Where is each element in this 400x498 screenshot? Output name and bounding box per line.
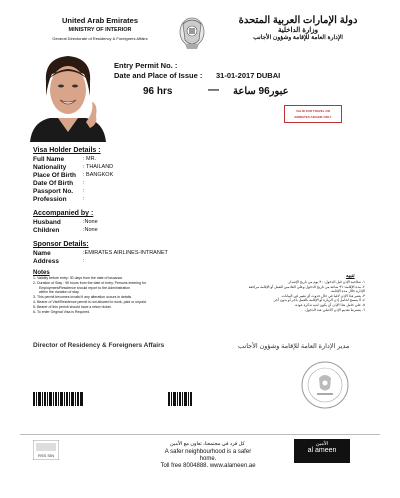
seal-stamp-icon	[300, 360, 350, 410]
field-value: : BANGKOK	[83, 172, 114, 178]
field-label: Nationality	[33, 164, 67, 171]
field-value: : THAILAND	[83, 164, 114, 170]
note-item: 1- Validity before entry: 30 days from the date of issuance.	[33, 276, 124, 280]
duration-ar: عبور96 ساعة	[233, 86, 289, 97]
barcode-icon	[33, 392, 83, 406]
header-arabic	[228, 15, 368, 41]
permit-info	[114, 61, 281, 81]
note-item-ar: ٣- يعتبر هذا الإذن لاغيا في حال حدوث أي تغيير في البيانات.	[280, 293, 365, 298]
notes-list-en	[33, 276, 208, 314]
note-item: 6- To enter Original Visa is Required.	[33, 309, 91, 314]
field-label: Children	[33, 227, 60, 234]
field-label: Husband	[33, 219, 61, 226]
directorate-name-ar: الإدارة العامة للإقامة وشؤون الأجانب	[253, 35, 343, 41]
notes-title: Notes	[33, 270, 50, 276]
airline-stamp	[284, 105, 342, 123]
ministry-name-ar: وزارة الداخلية	[278, 27, 318, 34]
accompanied-title: Accompanied by :	[33, 210, 94, 217]
uae-emblem-icon	[177, 14, 207, 52]
tollfree-line: Toll free 8004888. www.alameen.ae	[160, 463, 256, 469]
field-value: :None	[83, 227, 98, 233]
field-full-name	[33, 156, 97, 163]
barcode-icon	[168, 392, 192, 406]
field-husband	[33, 219, 98, 226]
note-item: 3- This permit becomes invalid if any alteration occurs in details.	[33, 295, 133, 300]
alameen-ar: الأمين	[315, 441, 329, 447]
field-value: : MR.	[83, 156, 97, 162]
field-passport-no	[33, 188, 85, 195]
country-name-en: United Arab Emirates	[62, 16, 138, 25]
rss-logo-icon	[33, 440, 59, 460]
field-label: Profession	[33, 196, 67, 203]
notes-list-ar	[230, 280, 365, 312]
field-value: :	[83, 188, 85, 194]
note-item: Employment/Residence should report to the Administration	[39, 285, 131, 290]
holder-photo	[28, 52, 108, 142]
sponsor-title: Sponsor Details:	[33, 241, 89, 248]
note-item-ar: الإدارة خلال مدة الإقامة.	[330, 289, 365, 294]
field-profession	[33, 196, 85, 203]
field-label: Passport No.	[33, 188, 74, 195]
field-value: :	[83, 180, 85, 186]
note-item: 5- Bearer of this permit should have a return ticket.	[33, 304, 112, 309]
ministry-name-en: MINISTRY OF INTERIOR	[68, 27, 132, 33]
rss-label: RSS SIN	[37, 453, 55, 458]
note-item-ar: ٤- لا يسمح لحامل إذن الزيارة أو الإقامة بالعمل بأجر أو بدون أجر.	[272, 298, 365, 303]
field-sponsor-address	[33, 258, 85, 265]
field-value: :EMIRATES AIRLINES-INTRANET	[83, 250, 168, 256]
field-value: :	[83, 258, 85, 264]
field-label: Address	[33, 258, 60, 265]
note-item: 4- Bearer of Visit/Residence permit is not allowed to work, paid or unpaid.	[33, 299, 147, 304]
field-date-of-birth	[33, 180, 85, 187]
field-nationality	[33, 164, 114, 171]
slogan-en	[158, 449, 258, 470]
directorate-name-en: General Directorate of Residency & Foreigners Affairs	[52, 36, 148, 41]
visa-holder-title: Visa Holder Details :	[33, 147, 101, 154]
note-item-ar: ٢- مدة الإقامة: ٩٦ ساعة من تاريخ الدخول وعلى القادمين للعمل أو الإقامة مراجعة	[248, 284, 365, 289]
notes-title-ar: تنبيه	[346, 273, 355, 279]
field-label: Full Name	[33, 156, 65, 163]
director-title-ar: مدير الإدارة العامة للإقامة وشؤون الأجانب	[238, 343, 350, 350]
stamp-line-1: VALID FOR TRAVEL ON	[296, 109, 330, 113]
field-label: Date Of Birth	[33, 180, 74, 187]
field-value: :None	[83, 219, 98, 225]
note-item: 2- Duration of Stay : 96 hours from the date of entry. Persons entering for	[33, 280, 147, 285]
field-children	[33, 227, 98, 234]
field-place-of-birth	[33, 172, 114, 179]
slogan-line: A safer neighbourhood is a safer home.	[164, 449, 252, 462]
stamp-line-2: EMIRATES AIRLINE ONLY	[294, 115, 332, 119]
header-english	[40, 16, 160, 41]
field-label: Place Of Birth	[33, 172, 76, 179]
field-sponsor-name	[33, 250, 168, 257]
alameen-logo-icon	[294, 439, 350, 463]
field-label: Name	[33, 250, 51, 257]
alameen-en: al ameen	[307, 447, 337, 454]
note-item-ar: ١- صلاحية الإذن قبل الدخول: ٣٠ يوم من تاريخ الإصدار.	[287, 280, 365, 284]
field-value: :	[83, 196, 85, 202]
issue-label: Date and Place of Issue :	[114, 71, 203, 80]
note-item-ar: ٥- على حامل هذا الإذن أن يكون لديه تذكرة عودة.	[294, 302, 365, 307]
note-item: within the duration of stay.	[39, 290, 80, 295]
footer-divider	[20, 434, 380, 435]
slogan-ar: كل فرد في مجتمعنا، تعاون مع الأمين	[170, 441, 245, 447]
country-name-ar: دولة الإمارات العربية المتحدة	[238, 15, 358, 26]
note-item-ar: ٦- يشترط تقديم الإذن الأصلي عند الدخول.	[304, 307, 365, 312]
issue-value: 31-01-2017 DUBAI	[216, 71, 281, 80]
director-title-en: Director of Residency & Foreigners Affairs	[33, 342, 165, 349]
duration-en: 96 hrs	[143, 86, 173, 97]
duration-dash: —	[208, 84, 219, 96]
permit-number-label: Entry Permit No. :	[114, 61, 178, 70]
